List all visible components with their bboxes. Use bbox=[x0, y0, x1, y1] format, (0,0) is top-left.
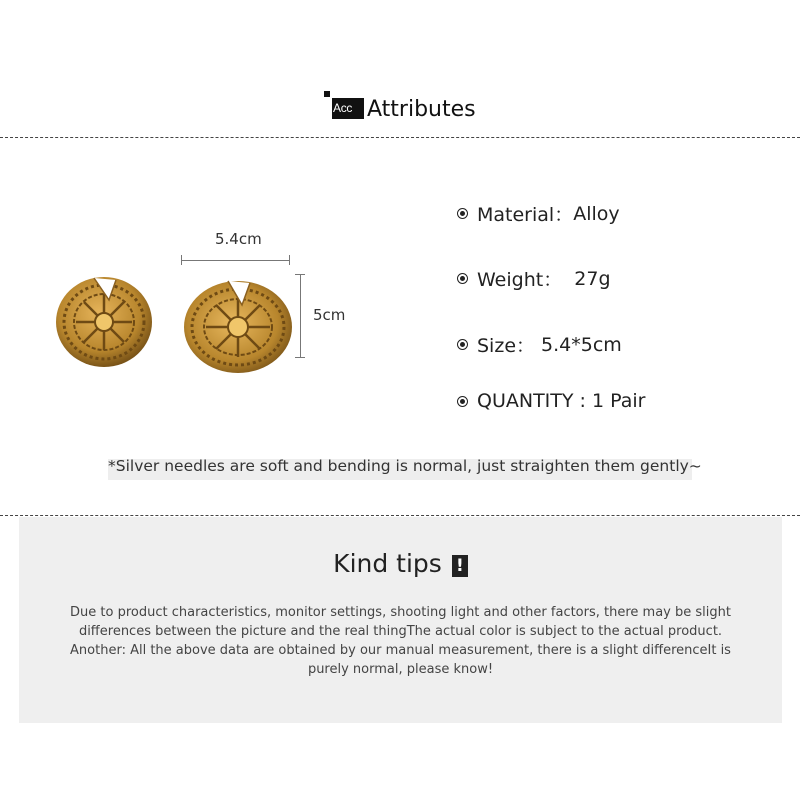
attribute-label: Weight： bbox=[477, 269, 563, 291]
earring-left-image bbox=[54, 270, 154, 370]
attribute-value: 5.4*5cm bbox=[535, 333, 622, 356]
kind-tips-body: Due to product characteristics, monitor settings, shooting light and other factors, there may be slight differences between the picture and the real thingThe actual color is subject to the actual product. Another: All the above data are obtained by our manual measurement, there is a slight differenceIt is purely normal, please know! bbox=[70, 605, 731, 677]
bullet-radio-icon bbox=[457, 339, 468, 350]
attribute-label: Material： bbox=[477, 204, 574, 226]
width-dimension-label: 5.4cm bbox=[215, 230, 262, 248]
height-dimension-line bbox=[300, 274, 301, 357]
dashed-divider-top bbox=[0, 137, 800, 138]
section-title: Attributes bbox=[367, 97, 476, 122]
attribute-weight bbox=[457, 265, 611, 292]
kind-tips-panel bbox=[19, 517, 782, 723]
earring-right-image bbox=[182, 275, 294, 375]
width-dimension-tick bbox=[289, 255, 290, 265]
kind-tips-title-text: Kind tips bbox=[333, 549, 442, 578]
width-dimension-line bbox=[181, 260, 290, 261]
bullet-radio-icon bbox=[457, 208, 468, 219]
bullet-radio-icon bbox=[457, 273, 468, 284]
attribute-value: 27g bbox=[562, 267, 611, 290]
attribute-quantity bbox=[457, 390, 645, 412]
height-dimension-tick bbox=[295, 274, 305, 275]
kind-tips-title bbox=[19, 549, 782, 578]
header-dot bbox=[324, 91, 330, 97]
bullet-radio-icon bbox=[457, 396, 468, 407]
height-dimension-label: 5cm bbox=[313, 306, 346, 324]
exclamation-icon: ! bbox=[452, 555, 468, 577]
care-note: *Silver needles are soft and bending is normal, just straighten them gently~ bbox=[108, 457, 702, 475]
attribute-size bbox=[457, 331, 622, 358]
height-dimension-tick bbox=[295, 357, 305, 358]
attribute-label: QUANTITY : bbox=[477, 390, 592, 412]
attribute-label: Size： bbox=[477, 335, 536, 357]
attribute-material bbox=[457, 200, 620, 227]
width-dimension-tick bbox=[181, 255, 182, 265]
header-badge: Acc bbox=[332, 98, 364, 119]
dashed-divider-bottom bbox=[0, 515, 800, 516]
attribute-value: Alloy bbox=[573, 202, 620, 225]
attribute-value: 1 Pair bbox=[591, 390, 646, 412]
